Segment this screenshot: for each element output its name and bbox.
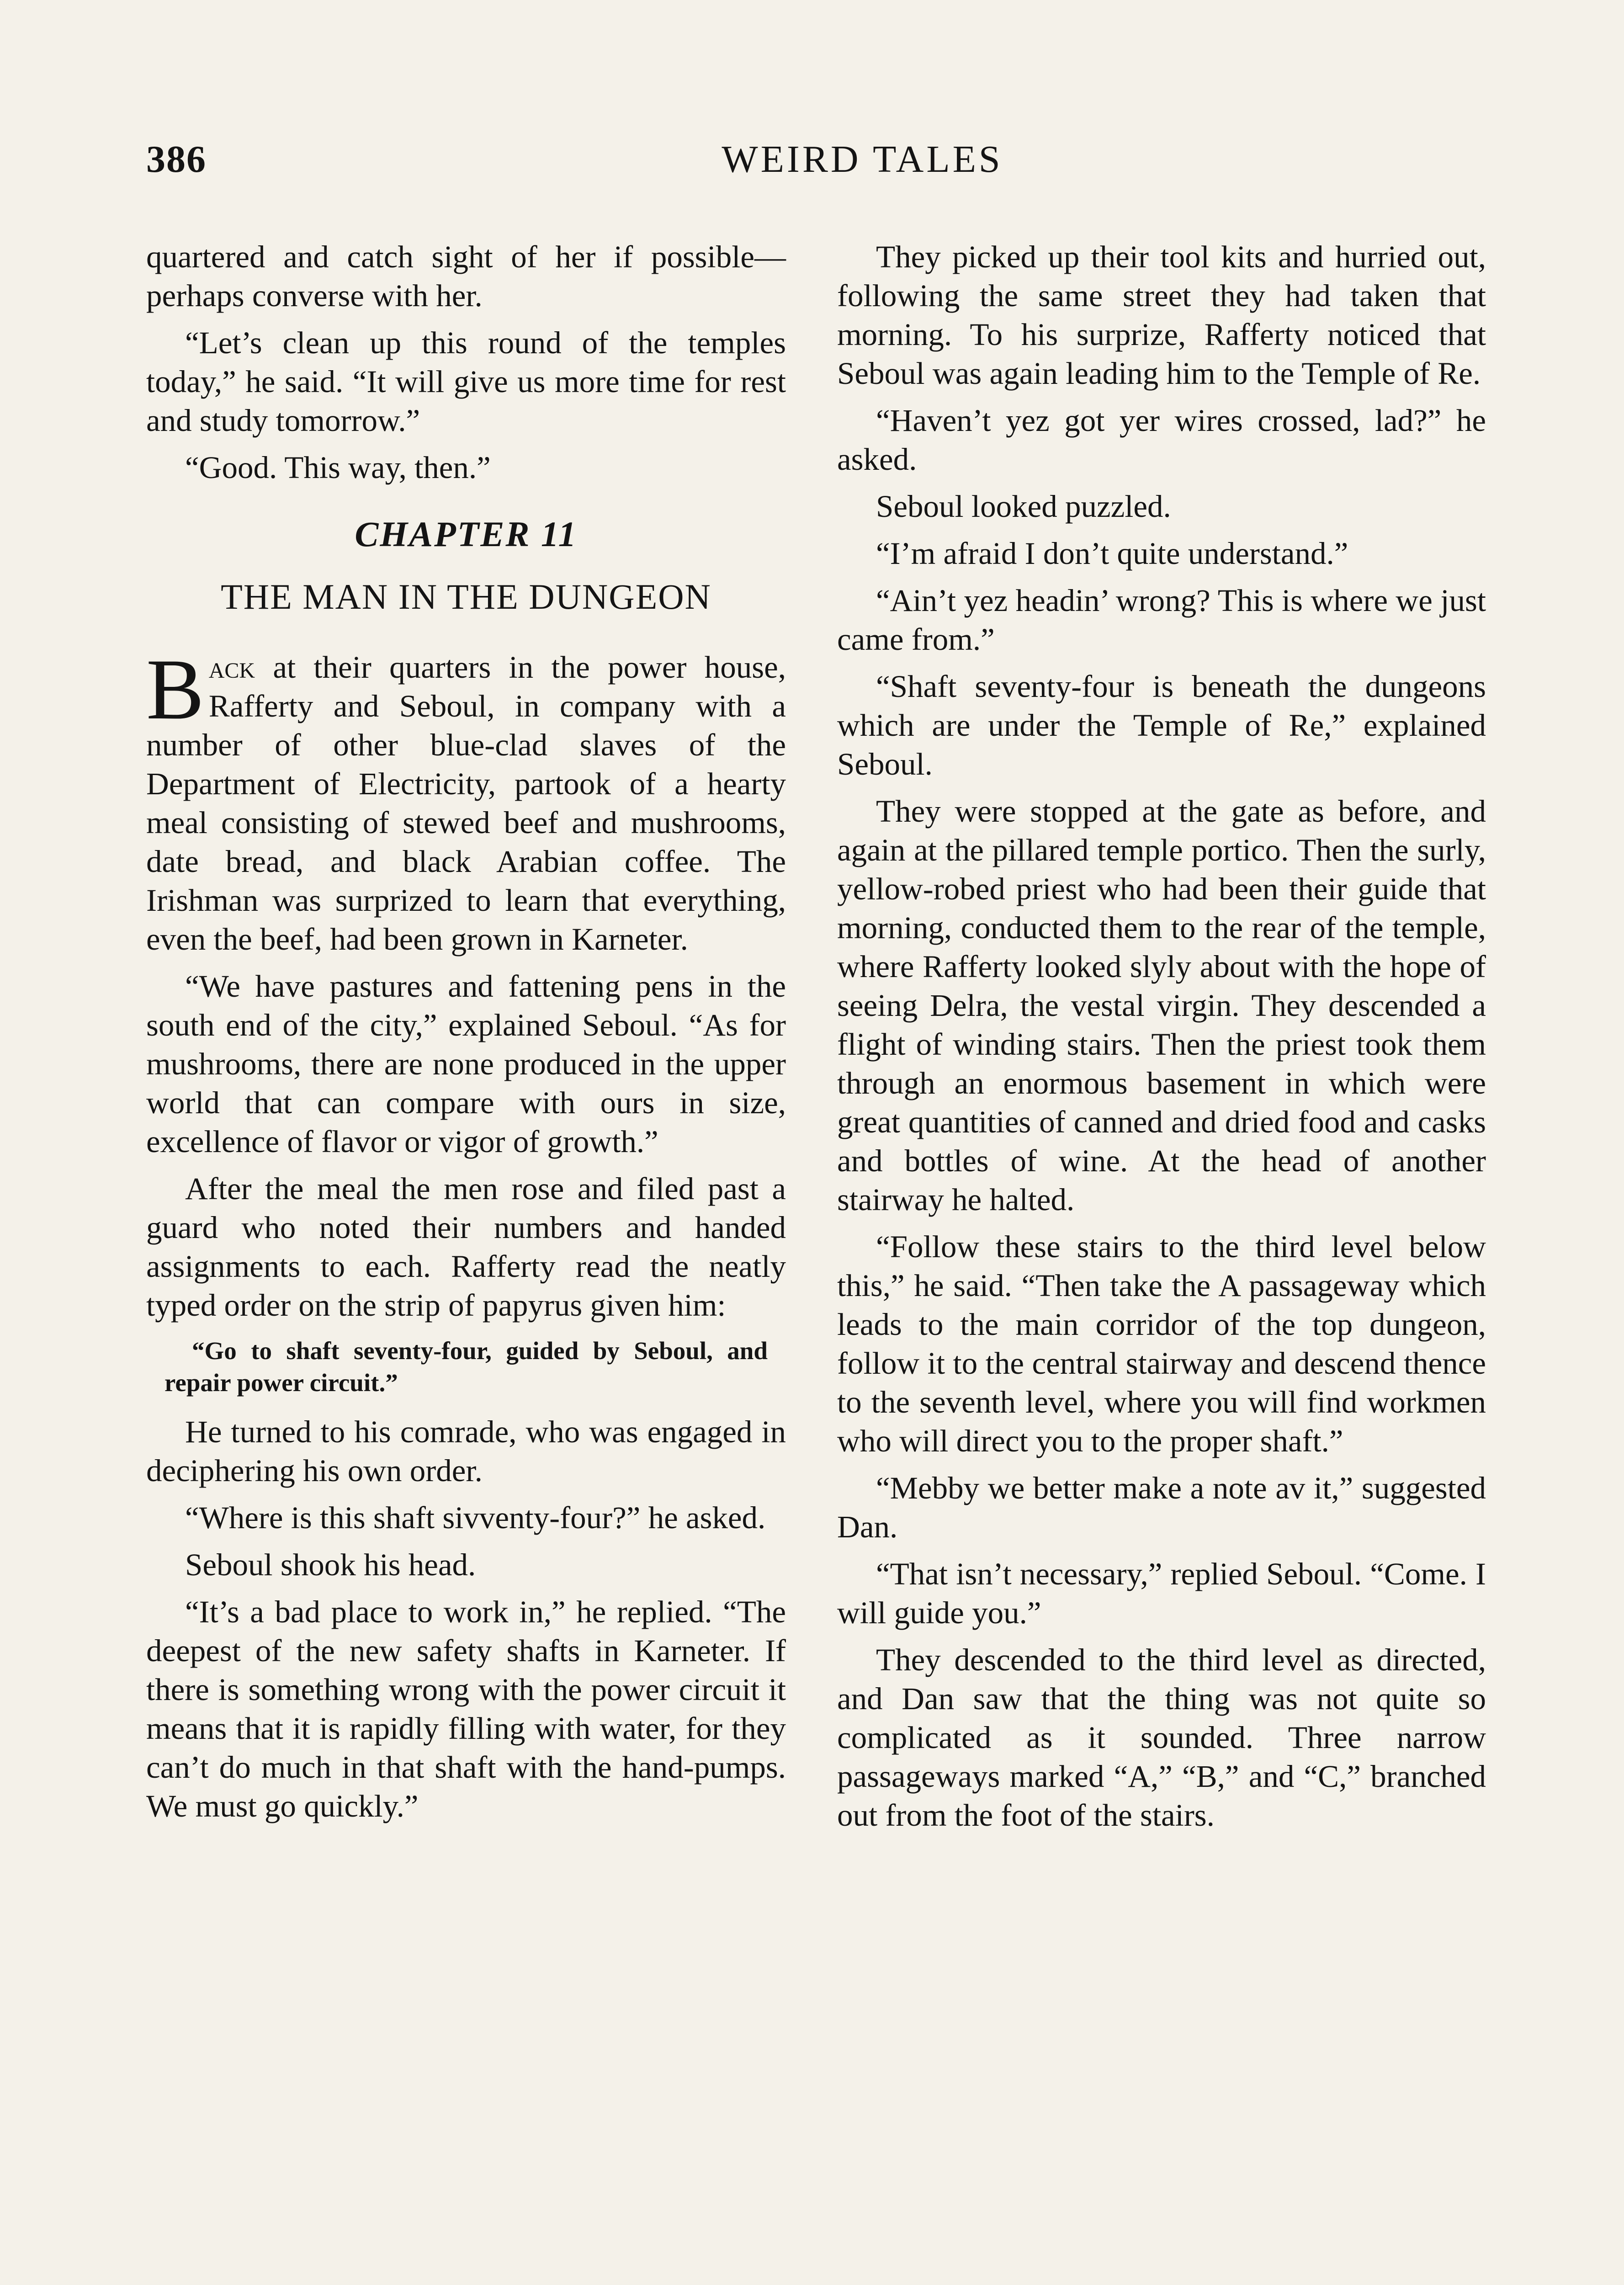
paragraph: They descended to the third level as directed, and Dan saw that the thing was not quite so complicated as it sounded. Three narrow passageways marked “A,” “B,” and “C,” branched out from the foot of the stairs. xyxy=(837,1642,1486,1833)
paragraph: “Mebby we better make a note av it,” suggested Dan. xyxy=(837,1471,1486,1544)
paragraph: He turned to his comrade, who was engaged in deciphering his own order. xyxy=(146,1414,786,1488)
paragraph: “Ain’t yez headin’ wrong? This is where we just came from.” xyxy=(837,583,1486,657)
paragraph: “Good. This way, then.” xyxy=(185,450,491,485)
paragraph: “Where is this shaft sivventy-four?” he asked. xyxy=(185,1500,766,1535)
opening-paragraph xyxy=(146,642,786,959)
paragraph-text: at their quarters in the power house, Rafferty and Seboul, in company with a number of other blue-clad slaves of the Department of Electricity, partook of a hearty meal consisting of stewed beef and mushrooms, date bread, and black Arabian coffee. The Irishman was surprized to learn that everything, even the beef, had been grown in Karneter. xyxy=(146,650,786,957)
paragraph: “Follow these stairs to the third level below this,” he said. “Then take the A passageway which leads to the main corridor of the top dungeon, follow it to the central stairway and descend thence to the seventh level, where you will find workmen who will direct you to the proper shaft.” xyxy=(837,1229,1486,1458)
paragraph: “Let’s clean up this round of the temples today,” he said. “It will give us more time for rest and study tomorrow.” xyxy=(146,325,786,438)
page-number: 386 xyxy=(146,138,207,181)
magazine-title: WEIRD TALES xyxy=(722,138,1003,181)
right-column xyxy=(837,238,1486,1843)
small-caps-lead: ack xyxy=(208,650,255,685)
paragraph: After the meal the men rose and filed past a guard who noted their numbers and handed assignments to each. Rafferty read the neatly typed order on the strip of papyrus given him: xyxy=(146,1171,786,1323)
paragraph: quartered and catch sight of her if possible—perhaps converse with her. xyxy=(146,239,786,313)
paragraph: They picked up their tool kits and hurried out, following the same street they had taken that morning. To his surprize, Rafferty noticed that Seboul was again leading him to the Temple of Re. xyxy=(837,239,1486,391)
chapter-number: CHAPTER 11 xyxy=(355,514,578,554)
left-column xyxy=(146,238,786,1834)
running-head xyxy=(146,137,1478,187)
paragraph: “That isn’t necessary,” replied Seboul. “Come. I will guide you.” xyxy=(837,1557,1486,1630)
paragraph: “Shaft seventy-four is beneath the dungeons which are under the Temple of Re,” explained Seboul. xyxy=(837,669,1486,781)
drop-cap: B xyxy=(146,642,204,738)
paragraph: Seboul shook his head. xyxy=(185,1547,476,1582)
chapter-title: THE MAN IN THE DUNGEON xyxy=(221,577,711,616)
order-quote: “Go to shaft seventy-four, guided by Seboul, and repair power circuit.” xyxy=(165,1337,768,1397)
paragraph: Seboul looked puzzled. xyxy=(876,489,1171,524)
paragraph: “We have pastures and fattening pens in the south end of the city,” explained Seboul. “As for mushrooms, there are none produced in the upper world that can compare with ours in size, excellence of flavor or vigor of growth.” xyxy=(146,969,786,1159)
paragraph: They were stopped at the gate as before, and again at the pillared temple portico. Then the surly, yellow-robed priest who had been their guide that morning, conducted them to the rear of the temple, where Rafferty looked slyly about with the hope of seeing Delra, the vestal virgin. They descended a flight of winding stairs. Then the priest took them through an enormous basement in which were great quantities of canned and dried food and casks and bottles of wine. At the head of another stairway he halted. xyxy=(837,794,1486,1217)
paragraph: “Haven’t yez got yer wires crossed, lad?” he asked. xyxy=(837,403,1486,477)
paragraph: “I’m afraid I don’t quite understand.” xyxy=(876,536,1348,571)
paragraph: “It’s a bad place to work in,” he replied. “The deepest of the new safety shafts in Karneter. If there is something wrong with the power circuit it means that it is rapidly filling with water, for they can’t do much in that shaft with the hand-pumps. We must go quickly.” xyxy=(146,1594,786,1823)
